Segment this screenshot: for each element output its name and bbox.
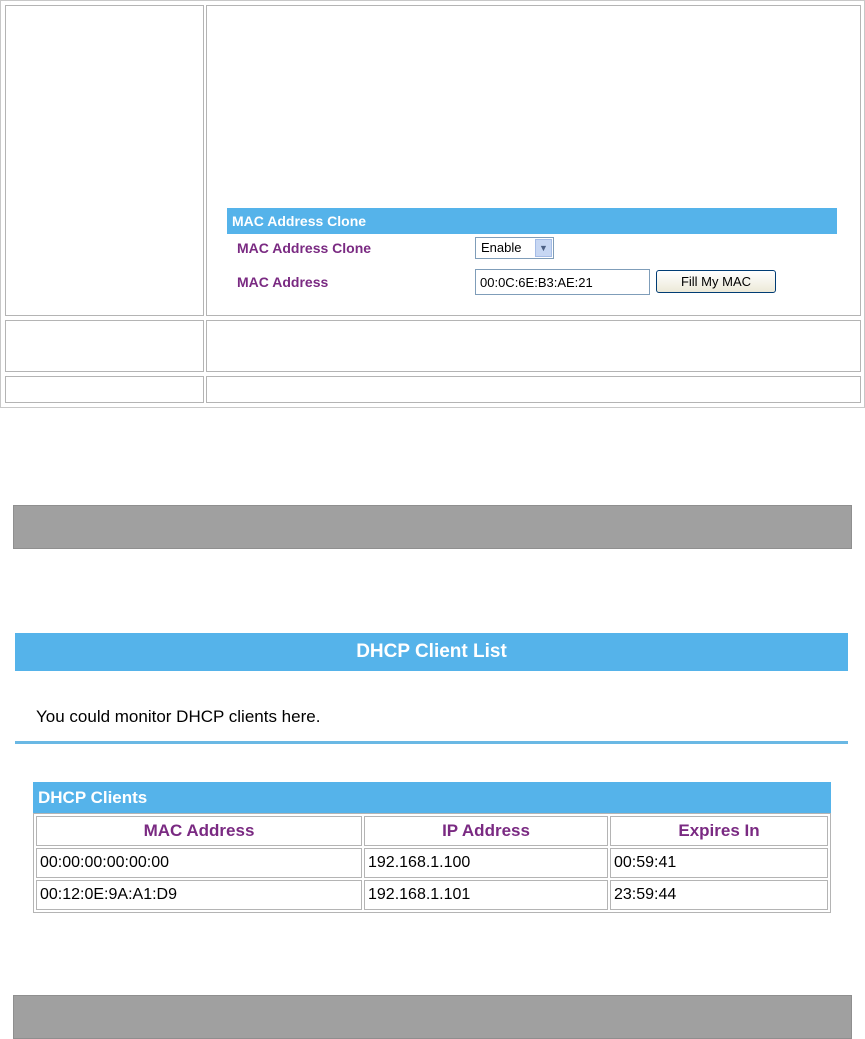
mac-address-label: MAC Address — [237, 274, 329, 290]
cell-expires-in: 23:59:44 — [610, 880, 828, 910]
dhcp-description: You could monitor DHCP clients here. — [36, 707, 321, 726]
section-separator-bar — [13, 995, 852, 1039]
chevron-down-icon[interactable]: ▼ — [535, 239, 552, 257]
cell-expires-in: 00:59:41 — [610, 848, 828, 878]
column-header-ip-address: IP Address — [364, 816, 608, 846]
dhcp-divider — [15, 741, 848, 744]
mac-clone-section-header: MAC Address Clone — [227, 208, 837, 234]
mac-address-input[interactable] — [475, 269, 650, 295]
column-header-expires-in: Expires In — [610, 816, 828, 846]
dhcp-clients-table — [33, 813, 831, 913]
cell-mac-address: 00:12:0E:9A:A1:D9 — [36, 880, 362, 910]
mac-clone-select[interactable] — [475, 237, 554, 259]
mac-clone-label: MAC Address Clone — [237, 240, 372, 256]
frame-cell-left-1 — [5, 5, 204, 316]
section-separator-bar — [13, 505, 852, 549]
frame-cell-left-2 — [5, 320, 204, 372]
cell-ip-address: 192.168.1.101 — [364, 880, 608, 910]
mac-clone-select-value: Enable — [481, 240, 522, 255]
cell-mac-address: 00:00:00:00:00:00 — [36, 848, 362, 878]
dhcp-client-list-title: DHCP Client List — [15, 633, 848, 671]
cell-ip-address: 192.168.1.100 — [364, 848, 608, 878]
dhcp-clients-header: DHCP Clients — [33, 782, 831, 813]
table-header-row — [36, 816, 828, 846]
frame-cell-right-2 — [206, 320, 861, 372]
column-header-mac-address: MAC Address — [36, 816, 362, 846]
fill-my-mac-button[interactable]: Fill My MAC — [656, 270, 776, 293]
table-row — [36, 848, 828, 878]
table-row — [36, 880, 828, 910]
frame-cell-right-3 — [206, 376, 861, 403]
settings-frame — [0, 0, 865, 408]
frame-cell-left-3 — [5, 376, 204, 403]
